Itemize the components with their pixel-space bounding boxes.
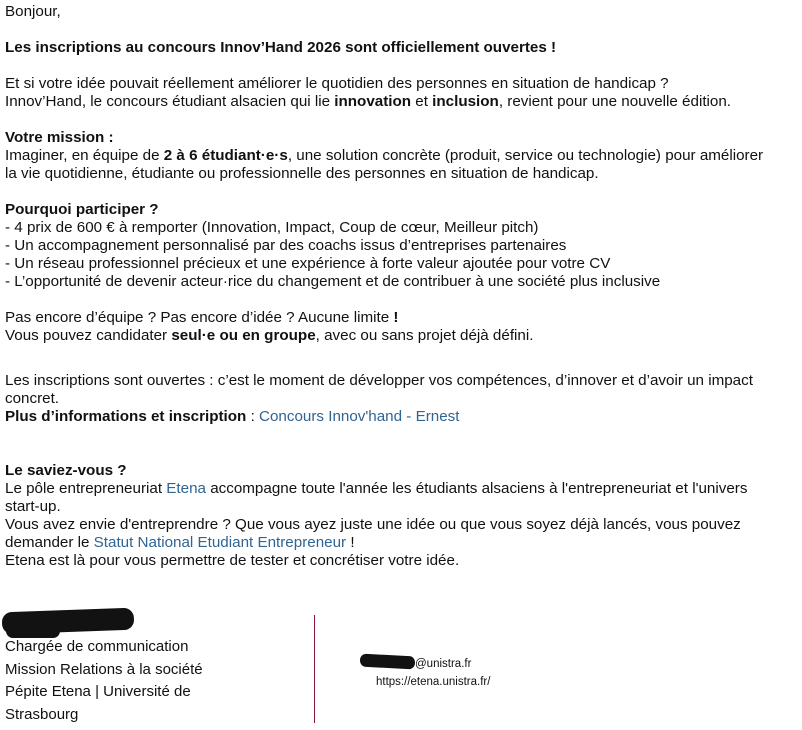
didyouknow-line-5: Etena est là pour vous permettre de tester et concrétiser votre idée. — [5, 552, 460, 569]
mission-line-2: la vie quotidienne, étudiante ou professionnelle des personnes en situation de handicap. — [5, 165, 599, 182]
etena-link[interactable]: Etena — [166, 480, 206, 497]
didyouknow-line-2: start-up. — [5, 498, 61, 515]
team-text-2c: , avec ou sans projet déjà défini. — [315, 327, 534, 344]
signature-city: Strasbourg — [5, 705, 79, 723]
signature-email[interactable]: @unistra.fr — [415, 658, 472, 670]
signature-org: Pépite Etena | Université de — [5, 683, 191, 700]
dyk-text-b: accompagne toute l'année les étudiants alsaciens à l'entrepreneuriat et l'univers — [205, 480, 748, 497]
more-info-sep: : — [246, 408, 260, 425]
team-line-1 — [5, 309, 802, 327]
why-item: - L’opportunité de devenir acteur·rice du changement et de contribuer à une société plus inclusive — [5, 273, 661, 290]
intro-text-a: Innov’Hand, le concours étudiant alsacien qui lie — [5, 93, 335, 110]
more-info-label: Plus d’informations et inscription — [5, 408, 247, 425]
why-heading-text: Pourquoi participer ? — [5, 201, 159, 218]
team-text-a: Pas encore d’équipe ? Pas encore d’idée ? Aucune limite — [5, 309, 394, 326]
why-item: - Un réseau professionnel précieux et une expérience à forte valeur ajoutée pour votre CV — [5, 255, 611, 272]
email-content — [5, 3, 802, 570]
mission-text-c: , une solution concrète (produit, service ou technologie) pour améliorer — [287, 147, 764, 164]
intro-bold-innovation: innovation — [334, 93, 412, 110]
why-heading — [5, 201, 802, 219]
open-line-2: concret. — [5, 390, 60, 407]
team-bold-exclamation: ! — [393, 309, 399, 326]
concours-link[interactable]: Concours Innov'hand - Ernest — [259, 408, 460, 425]
dyk-text-4b: ! — [346, 534, 355, 551]
dyk-text-4a: demander le — [5, 534, 94, 551]
greeting: Bonjour, — [5, 3, 61, 20]
headline-text: Les inscriptions au concours Innov’Hand 2026 sont officiellement ouvertes ! — [5, 39, 557, 56]
signature-mission: Mission Relations à la société — [5, 660, 203, 678]
intro-line-1: Et si votre idée pouvait réellement améliorer le quotidien des personnes en situation de handicap ? — [5, 75, 669, 92]
didyouknow-line-3: Vous avez envie d'entreprendre ? Que vous ayez juste une idée ou que vous soyez déjà lancés, vous pouvez — [5, 516, 741, 533]
team-text-2a: Vous pouvez candidater — [5, 327, 172, 344]
signature-contact — [360, 655, 490, 691]
didyouknow-heading-text: Le saviez-vous ? — [5, 462, 127, 479]
why-item: - Un accompagnement personnalisé par des coachs issus d’entreprises partenaires — [5, 237, 567, 254]
didyouknow-line-4 — [5, 534, 802, 552]
didyouknow-heading — [5, 462, 802, 480]
mission-bold-team-size: 2 à 6 étudiant·e·s — [163, 147, 288, 164]
intro-text-e: , revient pour une nouvelle édition. — [498, 93, 732, 110]
signature-website[interactable]: https://etena.unistra.fr/ — [376, 676, 491, 688]
intro-line-2 — [5, 93, 802, 111]
mission-text-a: Imaginer, en équipe de — [5, 147, 164, 164]
headline — [5, 39, 802, 57]
intro-bold-inclusion: inclusion — [432, 93, 499, 110]
more-info-line — [5, 408, 802, 426]
team-line-2 — [5, 327, 802, 345]
signature-role: Chargée de communication — [5, 638, 189, 655]
mission-heading-text: Votre mission : — [5, 129, 114, 146]
team-bold-solo-group: seul·e ou en groupe — [171, 327, 316, 344]
mission-line-1 — [5, 147, 802, 165]
why-item: - 4 prix de 600 € à remporter (Innovation, Impact, Coup de cœur, Meilleur pitch) — [5, 219, 539, 236]
signature-details — [5, 636, 203, 726]
dyk-text-a: Le pôle entrepreneuriat — [5, 480, 167, 497]
statut-link[interactable]: Statut National Etudiant Entrepreneur — [93, 534, 347, 551]
mission-heading — [5, 129, 802, 147]
intro-text-c: et — [411, 93, 433, 110]
signature-divider — [314, 615, 315, 723]
didyouknow-line-1 — [5, 480, 802, 498]
open-line-1: Les inscriptions sont ouvertes : c’est le moment de développer vos compétences, d’innover et d’avoir un impact — [5, 372, 753, 389]
